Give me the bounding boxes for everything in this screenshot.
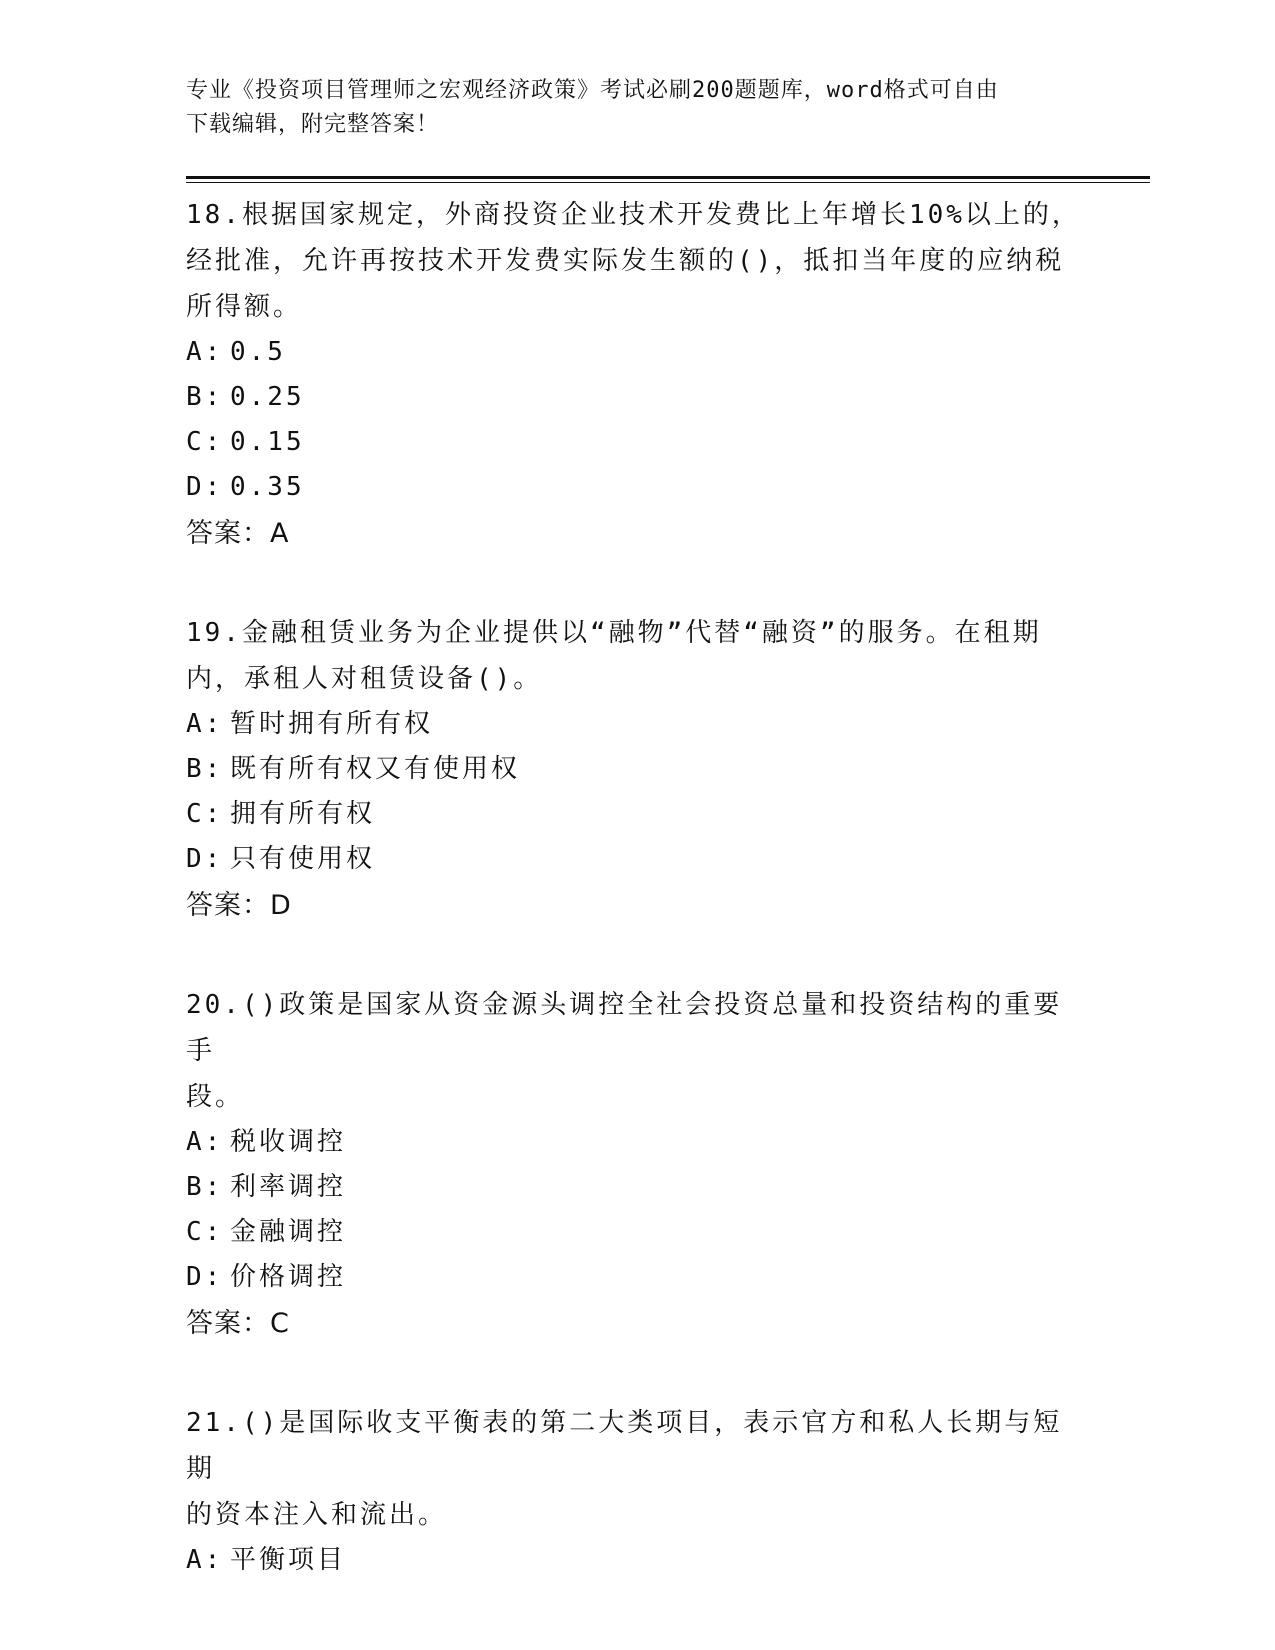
option-c <box>186 792 1086 837</box>
option-key: D: <box>186 1262 224 1292</box>
option-text: 拥有所有权 <box>230 799 376 829</box>
option-key: B: <box>186 754 224 784</box>
answer-line: 答案：D <box>186 890 292 921</box>
option-key: A: <box>186 337 224 367</box>
option-text: 平衡项目 <box>230 1545 347 1575</box>
document-header <box>186 74 1066 142</box>
header-divider-thick <box>186 176 1150 179</box>
option-key: D: <box>186 472 224 502</box>
option-key: A: <box>186 709 224 739</box>
option-d <box>186 465 1086 510</box>
option-b <box>186 747 1086 792</box>
question-stem-line: 的资本注入和流出。 <box>186 1500 448 1530</box>
answer-line: 答案：C <box>186 1308 290 1339</box>
question-list <box>186 192 1086 1635</box>
option-text: 0.5 <box>230 337 286 367</box>
option-key: C: <box>186 799 224 829</box>
option-a <box>186 1538 1086 1583</box>
option-b <box>186 375 1086 420</box>
option-key: B: <box>186 382 224 412</box>
option-key: C: <box>186 427 224 457</box>
option-c <box>186 1210 1086 1255</box>
option-d <box>186 1255 1086 1300</box>
option-b <box>186 1165 1086 1210</box>
question-19 <box>186 610 1086 930</box>
option-key: C: <box>186 1217 224 1247</box>
question-stem-line: 经批准，允许再按技术开发费实际发生额的()，抵扣当年度的应纳税 <box>186 246 1065 276</box>
option-text: 税收调控 <box>230 1127 347 1157</box>
question-stem-line: 20.()政策是国家从资金源头调控全社会投资总量和投资结构的重要手 <box>186 990 1063 1066</box>
option-c <box>186 420 1086 465</box>
question-stem-line: 18.根据国家规定，外商投资企业技术开发费比上年增长10%以上的， <box>186 200 1081 230</box>
question-stem-line: 内，承租人对租赁设备()。 <box>186 664 543 694</box>
option-text: 0.25 <box>230 382 305 412</box>
answer-line: 答案：A <box>186 518 290 549</box>
option-text: 既有所有权又有使用权 <box>230 754 521 784</box>
option-key: A: <box>186 1545 224 1575</box>
question-stem-line: 段。 <box>186 1082 245 1112</box>
option-text: 金融调控 <box>230 1217 347 1247</box>
header-line-2: 下载编辑，附完整答案！ <box>186 112 440 137</box>
option-text: 利率调控 <box>230 1172 347 1202</box>
option-a <box>186 702 1086 747</box>
option-a <box>186 1120 1086 1165</box>
option-d <box>186 837 1086 882</box>
question-stem-line: 21.()是国际收支平衡表的第二大类项目，表示官方和私人长期与短期 <box>186 1408 1063 1484</box>
option-key: B: <box>186 1172 224 1202</box>
question-stem-line: 所得额。 <box>186 292 303 322</box>
option-a <box>186 330 1086 375</box>
question-stem-line: 19.金融租赁业务为企业提供以“融物”代替“融资”的服务。在租期 <box>186 618 1042 648</box>
option-text: 0.35 <box>230 472 305 502</box>
question-21 <box>186 1400 1086 1583</box>
option-key: A: <box>186 1127 224 1157</box>
question-18 <box>186 192 1086 558</box>
header-line-1: 专业《投资项目管理师之宏观经济政策》考试必刷200题题库，word格式可自由 <box>186 78 999 103</box>
question-20 <box>186 982 1086 1348</box>
option-text: 暂时拥有所有权 <box>230 709 434 739</box>
option-text: 价格调控 <box>230 1262 347 1292</box>
option-text: 只有使用权 <box>230 844 376 874</box>
option-key: D: <box>186 844 224 874</box>
option-text: 0.15 <box>230 427 305 457</box>
header-divider-thin <box>186 182 1150 183</box>
